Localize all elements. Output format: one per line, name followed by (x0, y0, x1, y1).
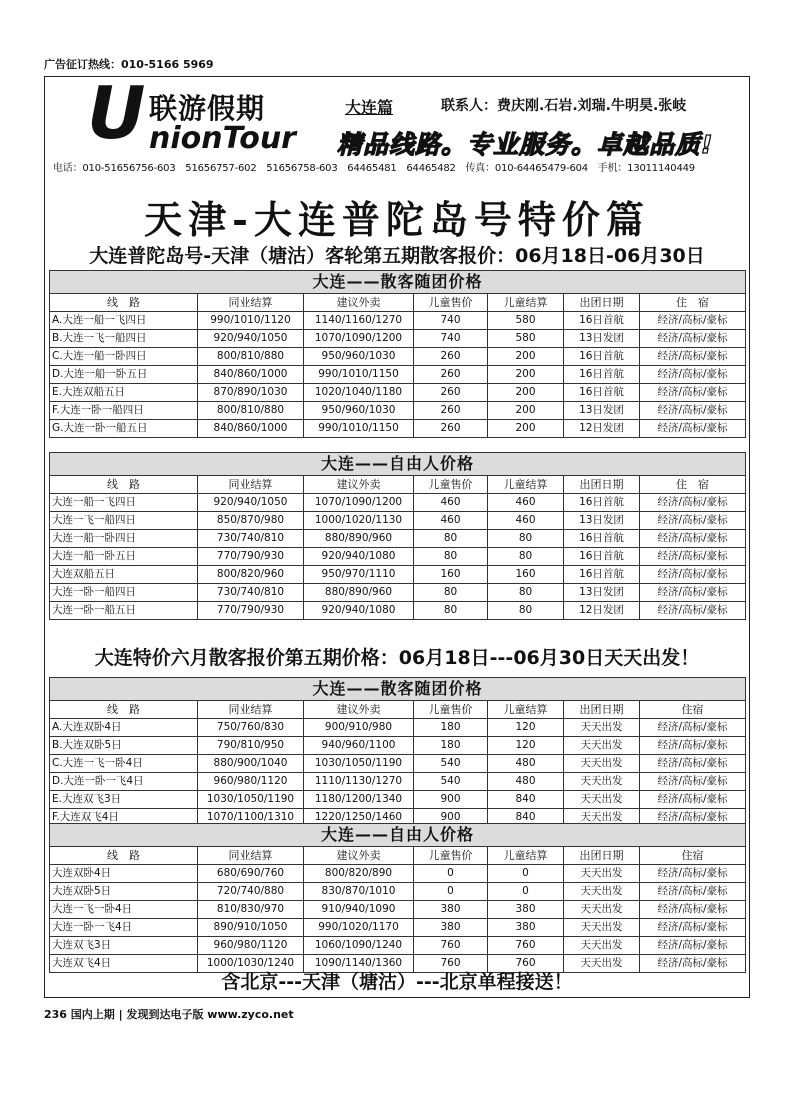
cell: 80 (414, 530, 488, 548)
cell: 160 (488, 566, 564, 584)
cell: 880/890/960 (304, 530, 414, 548)
table-row (50, 530, 746, 548)
cell: 经济/高标/豪标 (640, 530, 746, 548)
col-header: 出团日期 (564, 847, 640, 865)
cell: 80 (414, 602, 488, 620)
cell: 800/810/880 (198, 402, 304, 420)
transfer-note: 含北京---天津（塘沽）---北京单程接送！ (221, 971, 573, 993)
cell: 120 (488, 737, 564, 755)
cell: 大连一船一卧四日 (50, 530, 198, 548)
edition-label: 大连篇 (345, 98, 394, 117)
cell: 经济/高标/豪标 (640, 330, 746, 348)
cell: 740 (414, 312, 488, 330)
cell: 天天出发 (564, 955, 640, 973)
cell: A.大连一船一飞四日 (50, 312, 198, 330)
cell: 经济/高标/豪标 (640, 312, 746, 330)
cell: 0 (414, 883, 488, 901)
col-header: 住 宿 (640, 294, 746, 312)
cell: 80 (488, 584, 564, 602)
contact-persons: 联系人：费庆刚.石岩.刘瑞.牛明昊.张岐 (441, 98, 687, 114)
cell: 1020/1040/1180 (304, 384, 414, 402)
table-row (50, 737, 746, 755)
table-row (50, 919, 746, 937)
col-header: 儿童售价 (414, 294, 488, 312)
cell: 460 (488, 494, 564, 512)
cell: 850/870/980 (198, 512, 304, 530)
cell: 990/1010/1150 (304, 366, 414, 384)
cell: 大连一卧一船四日 (50, 584, 198, 602)
cell: 760 (414, 937, 488, 955)
cell: 200 (488, 348, 564, 366)
cell: E.大连双飞3日 (50, 791, 198, 809)
cell: 260 (414, 366, 488, 384)
cell: C.大连一船一卧四日 (50, 348, 198, 366)
cell: A.大连双卧4日 (50, 719, 198, 737)
col-header: 儿童售价 (414, 476, 488, 494)
cell: 1090/1140/1360 (304, 955, 414, 973)
cell: 920/940/1080 (304, 548, 414, 566)
cell: 730/740/810 (198, 584, 304, 602)
table-header-row (50, 701, 746, 719)
price-table-group-1 (49, 270, 746, 438)
page-footer: 236 国内上期 | 发现到达电子版 www.zyco.net (44, 1008, 294, 1021)
cell: 960/980/1120 (198, 937, 304, 955)
cell: C.大连一飞一卧4日 (50, 755, 198, 773)
cell: 大连双卧5日 (50, 883, 198, 901)
cell: 990/1020/1170 (304, 919, 414, 937)
cell: 1070/1100/1310 (198, 809, 304, 827)
table-banner: 大连——自由人价格 (50, 453, 746, 476)
cell: 1000/1030/1240 (198, 955, 304, 973)
cell: 750/760/830 (198, 719, 304, 737)
cell: 760 (414, 955, 488, 973)
cell: 580 (488, 312, 564, 330)
cell: 120 (488, 719, 564, 737)
cell: 大连一卧一飞4日 (50, 919, 198, 937)
col-header: 出团日期 (564, 476, 640, 494)
table-row (50, 602, 746, 620)
cell: 200 (488, 420, 564, 438)
cell: 900/910/980 (304, 719, 414, 737)
cell: 920/940/1050 (198, 494, 304, 512)
col-header: 住 宿 (640, 476, 746, 494)
cell: 1140/1160/1270 (304, 312, 414, 330)
cell: F.大连双飞4日 (50, 809, 198, 827)
cell: 200 (488, 384, 564, 402)
ad-hotline: 广告征订热线：010-5166 5969 (44, 58, 214, 71)
cell: 1220/1250/1460 (304, 809, 414, 827)
cell: 380 (488, 919, 564, 937)
cell: 经济/高标/豪标 (640, 883, 746, 901)
cell: 经济/高标/豪标 (640, 919, 746, 937)
cell: 480 (488, 773, 564, 791)
col-header: 同业结算 (198, 701, 304, 719)
table-row (50, 330, 746, 348)
col-header: 儿童结算 (488, 847, 564, 865)
cell: 760 (488, 937, 564, 955)
cell: 990/1010/1150 (304, 420, 414, 438)
cell: 经济/高标/豪标 (640, 602, 746, 620)
cell: 180 (414, 719, 488, 737)
cell: 天天出发 (564, 737, 640, 755)
cell: 1070/1090/1200 (304, 330, 414, 348)
cell: 80 (488, 548, 564, 566)
cell: 经济/高标/豪标 (640, 755, 746, 773)
cell: E.大连双船五日 (50, 384, 198, 402)
col-header: 儿童结算 (488, 701, 564, 719)
cell: 经济/高标/豪标 (640, 865, 746, 883)
cell: 800/820/960 (198, 566, 304, 584)
cell: 0 (414, 865, 488, 883)
section2-title: 大连特价六月散客报价第五期价格：06月18日---06月30日天天出发！ (94, 647, 700, 669)
cell: F.大连一卧一船四日 (50, 402, 198, 420)
cell: 12日发团 (564, 420, 640, 438)
cell: 680/690/760 (198, 865, 304, 883)
cell: 1070/1090/1200 (304, 494, 414, 512)
cell: 16日首航 (564, 312, 640, 330)
cell: B.大连双卧5日 (50, 737, 198, 755)
col-header: 同业结算 (198, 476, 304, 494)
cell: 经济/高标/豪标 (640, 737, 746, 755)
cell: D.大连一卧一飞4日 (50, 773, 198, 791)
cell: 16日首航 (564, 548, 640, 566)
table-header-row (50, 294, 746, 312)
section1-title: 大连普陀岛号-天津（塘沽）客轮第五期散客报价：06月18日-06月30日 (89, 245, 705, 267)
cell: 经济/高标/豪标 (640, 773, 746, 791)
col-header: 儿童结算 (488, 294, 564, 312)
cell: 天天出发 (564, 719, 640, 737)
cell: 460 (488, 512, 564, 530)
cell: 460 (414, 512, 488, 530)
col-header: 线 路 (50, 476, 198, 494)
col-header: 建议外卖 (304, 701, 414, 719)
cell: 480 (488, 755, 564, 773)
cell: 1000/1020/1130 (304, 512, 414, 530)
cell: 16日首航 (564, 566, 640, 584)
cell: 经济/高标/豪标 (640, 420, 746, 438)
cell: G.大连一卧一船五日 (50, 420, 198, 438)
cell: B.大连一飞一船四日 (50, 330, 198, 348)
cell: 经济/高标/豪标 (640, 955, 746, 973)
cell: 0 (488, 883, 564, 901)
slogan: 精品线路。专业服务。卓越品质! (337, 130, 714, 159)
cell: 经济/高标/豪标 (640, 494, 746, 512)
cell: 160 (414, 566, 488, 584)
cell: 大连一船一卧五日 (50, 548, 198, 566)
cell: 770/790/930 (198, 548, 304, 566)
col-header: 住宿 (640, 847, 746, 865)
col-header: 建议外卖 (304, 294, 414, 312)
cell: 380 (414, 919, 488, 937)
cell: 950/960/1030 (304, 402, 414, 420)
cell: 经济/高标/豪标 (640, 348, 746, 366)
cell: 1180/1200/1340 (304, 791, 414, 809)
col-header: 线 路 (50, 701, 198, 719)
table-banner: 大连——散客随团价格 (50, 678, 746, 701)
col-header: 线 路 (50, 847, 198, 865)
phone-line: 电话：010-51656756-603 51656757-602 51656758-603 64465481 64465482 传真：010-64465479-604 手机：13011140449 (53, 163, 695, 174)
cell: 经济/高标/豪标 (640, 384, 746, 402)
page-frame (44, 71, 750, 998)
col-header: 儿童售价 (414, 847, 488, 865)
table-banner: 大连——自由人价格 (50, 824, 746, 847)
cell: 180 (414, 737, 488, 755)
table-row (50, 494, 746, 512)
cell: 790/810/950 (198, 737, 304, 755)
table-row (50, 865, 746, 883)
cell: 1030/1050/1190 (198, 791, 304, 809)
table-row (50, 937, 746, 955)
table-row (50, 755, 746, 773)
cell: 460 (414, 494, 488, 512)
cell: 900 (414, 791, 488, 809)
table-row (50, 566, 746, 584)
cell: 830/870/1010 (304, 883, 414, 901)
cell: 经济/高标/豪标 (640, 548, 746, 566)
table-header-row (50, 476, 746, 494)
cell: 800/820/890 (304, 865, 414, 883)
price-table-free-2 (49, 823, 746, 973)
col-header: 住宿 (640, 701, 746, 719)
cell: 13日发团 (564, 512, 640, 530)
cell: 1060/1090/1240 (304, 937, 414, 955)
cell: 经济/高标/豪标 (640, 719, 746, 737)
table-row (50, 384, 746, 402)
table-row (50, 883, 746, 901)
cell: 200 (488, 402, 564, 420)
cell: 天天出发 (564, 865, 640, 883)
cell: 910/940/1090 (304, 901, 414, 919)
table-row (50, 366, 746, 384)
col-header: 建议外卖 (304, 847, 414, 865)
cell: 810/830/970 (198, 901, 304, 919)
cell: 730/740/810 (198, 530, 304, 548)
table-row (50, 402, 746, 420)
table-row (50, 348, 746, 366)
cell: 380 (488, 901, 564, 919)
cell: 天天出发 (564, 773, 640, 791)
cell: 大连一卧一船五日 (50, 602, 198, 620)
cell: 200 (488, 366, 564, 384)
cell: 16日首航 (564, 348, 640, 366)
cell: 260 (414, 420, 488, 438)
cell: 13日发团 (564, 584, 640, 602)
col-header: 线 路 (50, 294, 198, 312)
cell: 80 (414, 584, 488, 602)
cell: 大连一船一飞四日 (50, 494, 198, 512)
cell: 870/890/1030 (198, 384, 304, 402)
table-header-row (50, 847, 746, 865)
cell: 80 (414, 548, 488, 566)
price-table-free-1 (49, 452, 746, 620)
price-table-group-2 (49, 677, 746, 827)
brand-name-en: nionTour (149, 121, 296, 156)
cell: 720/740/880 (198, 883, 304, 901)
cell: 950/970/1110 (304, 566, 414, 584)
cell: 天天出发 (564, 901, 640, 919)
cell: 天天出发 (564, 791, 640, 809)
table-row (50, 548, 746, 566)
table-banner: 大连——散客随团价格 (50, 271, 746, 294)
logo-letter: U (87, 71, 146, 155)
cell: 大连双飞4日 (50, 955, 198, 973)
cell: 12日发团 (564, 602, 640, 620)
col-header: 建议外卖 (304, 476, 414, 494)
cell: 经济/高标/豪标 (640, 791, 746, 809)
cell: 540 (414, 773, 488, 791)
cell: 经济/高标/豪标 (640, 566, 746, 584)
cell: 13日发团 (564, 402, 640, 420)
table-row (50, 312, 746, 330)
cell: 经济/高标/豪标 (640, 809, 746, 827)
table-row (50, 901, 746, 919)
cell: 经济/高标/豪标 (640, 366, 746, 384)
page-title: 天津-大连普陀岛号特价篇 (144, 197, 650, 242)
cell: 380 (414, 901, 488, 919)
col-header: 儿童结算 (488, 476, 564, 494)
cell: 800/810/880 (198, 348, 304, 366)
cell: 260 (414, 402, 488, 420)
cell: 260 (414, 384, 488, 402)
brand-name-cn: 联游假期 (149, 92, 266, 125)
cell: 13日发团 (564, 330, 640, 348)
cell: 880/900/1040 (198, 755, 304, 773)
col-header: 出团日期 (564, 294, 640, 312)
cell: 16日首航 (564, 530, 640, 548)
cell: 天天出发 (564, 919, 640, 937)
cell: 经济/高标/豪标 (640, 937, 746, 955)
cell: 900 (414, 809, 488, 827)
cell: 740 (414, 330, 488, 348)
table-row (50, 420, 746, 438)
cell: 920/940/1080 (304, 602, 414, 620)
cell: 840/860/1000 (198, 366, 304, 384)
table-row (50, 773, 746, 791)
cell: 16日首航 (564, 494, 640, 512)
cell: 大连一飞一船四日 (50, 512, 198, 530)
cell: 990/1010/1120 (198, 312, 304, 330)
cell: 经济/高标/豪标 (640, 402, 746, 420)
cell: 0 (488, 865, 564, 883)
cell: 580 (488, 330, 564, 348)
table-row (50, 791, 746, 809)
cell: 770/790/930 (198, 602, 304, 620)
cell: D.大连一船一卧五日 (50, 366, 198, 384)
cell: 960/980/1120 (198, 773, 304, 791)
table-row (50, 584, 746, 602)
cell: 80 (488, 530, 564, 548)
cell: 天天出发 (564, 809, 640, 827)
cell: 经济/高标/豪标 (640, 901, 746, 919)
cell: 840 (488, 809, 564, 827)
cell: 880/890/960 (304, 584, 414, 602)
col-header: 同业结算 (198, 847, 304, 865)
table-row (50, 719, 746, 737)
cell: 大连一飞一卧4日 (50, 901, 198, 919)
cell: 天天出发 (564, 755, 640, 773)
cell: 1030/1050/1190 (304, 755, 414, 773)
cell: 950/960/1030 (304, 348, 414, 366)
cell: 大连双船五日 (50, 566, 198, 584)
cell: 540 (414, 755, 488, 773)
cell: 840/860/1000 (198, 420, 304, 438)
cell: 940/960/1100 (304, 737, 414, 755)
cell: 大连双卧4日 (50, 865, 198, 883)
col-header: 同业结算 (198, 294, 304, 312)
table-row (50, 512, 746, 530)
cell: 260 (414, 348, 488, 366)
cell: 760 (488, 955, 564, 973)
cell: 920/940/1050 (198, 330, 304, 348)
col-header: 出团日期 (564, 701, 640, 719)
cell: 天天出发 (564, 937, 640, 955)
col-header: 儿童售价 (414, 701, 488, 719)
cell: 16日首航 (564, 366, 640, 384)
cell: 890/910/1050 (198, 919, 304, 937)
cell: 天天出发 (564, 883, 640, 901)
cell: 1110/1130/1270 (304, 773, 414, 791)
cell: 大连双飞3日 (50, 937, 198, 955)
cell: 80 (488, 602, 564, 620)
cell: 16日首航 (564, 384, 640, 402)
cell: 经济/高标/豪标 (640, 584, 746, 602)
cell: 经济/高标/豪标 (640, 512, 746, 530)
cell: 840 (488, 791, 564, 809)
